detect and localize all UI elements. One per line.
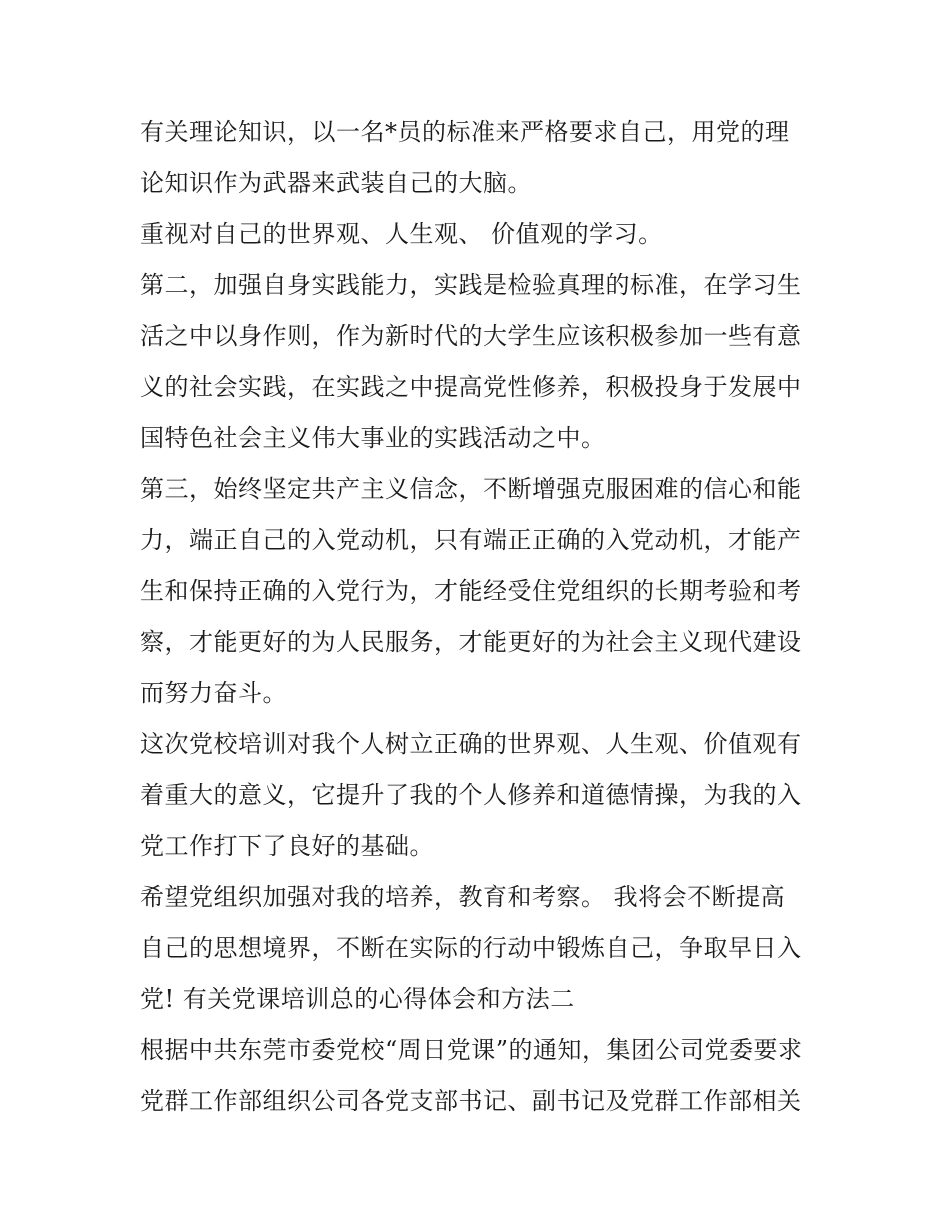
- text-line-8: 第三，始终坚定共产主义信念，不断增强克服困难的信心和能: [140, 475, 802, 503]
- text-line-3: 重视对自己的世界观、人生观、 价值观的学习。: [140, 220, 663, 248]
- text-line-2: 论知识作为武器来武装自己的大脑。: [140, 169, 532, 197]
- document-body: [140, 107, 820, 1127]
- text-line-9: 力，端正自己的入党动机，只有端正正确的入党动机，才能产: [140, 526, 802, 554]
- text-line-5: 活之中以身作则，作为新时代的大学生应该积极参加一些有意: [140, 322, 802, 350]
- text-line-1: 有关理论知识，以一名*员的标准来严格要求自己，用党的理: [140, 118, 790, 146]
- text-line-14: 着重大的意义，它提升了我的个人修养和道德情操，为我的入: [140, 781, 802, 809]
- text-line-7: 国特色社会主义伟大事业的实践活动之中。: [140, 424, 606, 452]
- text-line-12: 而努力奋斗。: [140, 679, 287, 707]
- text-line-16: 希望党组织加强对我的培养，教育和考察。 我将会不断提高: [140, 883, 786, 911]
- text-line-13: 这次党校培训对我个人树立正确的世界观、人生观、价值观有: [140, 730, 802, 758]
- text-line-6: 义的社会实践，在实践之中提高党性修养，积极投身于发展中: [140, 373, 802, 401]
- text-line-20: 党群工作部组织公司各党支部书记、副书记及党群工作部相关: [140, 1087, 802, 1115]
- text-line-4: 第二，加强自身实践能力，实践是检验真理的标准，在学习生: [140, 271, 802, 299]
- text-line-17: 自己的思想境界，不断在实际的行动中锻炼自己，争取早日入: [140, 934, 802, 962]
- text-line-11: 察，才能更好的为人民服务，才能更好的为社会主义现代建设: [140, 628, 802, 656]
- text-line-19: 根据中共东莞市委党校“周日党课”的通知，集团公司党委要求: [140, 1036, 803, 1064]
- text-line-10: 生和保持正确的入党行为，才能经受住党组织的长期考验和考: [140, 577, 802, 605]
- text-line-18: 党! 有关党课培训总的心得体会和方法二: [140, 985, 575, 1013]
- text-line-15: 党工作打下了良好的基础。: [140, 832, 434, 860]
